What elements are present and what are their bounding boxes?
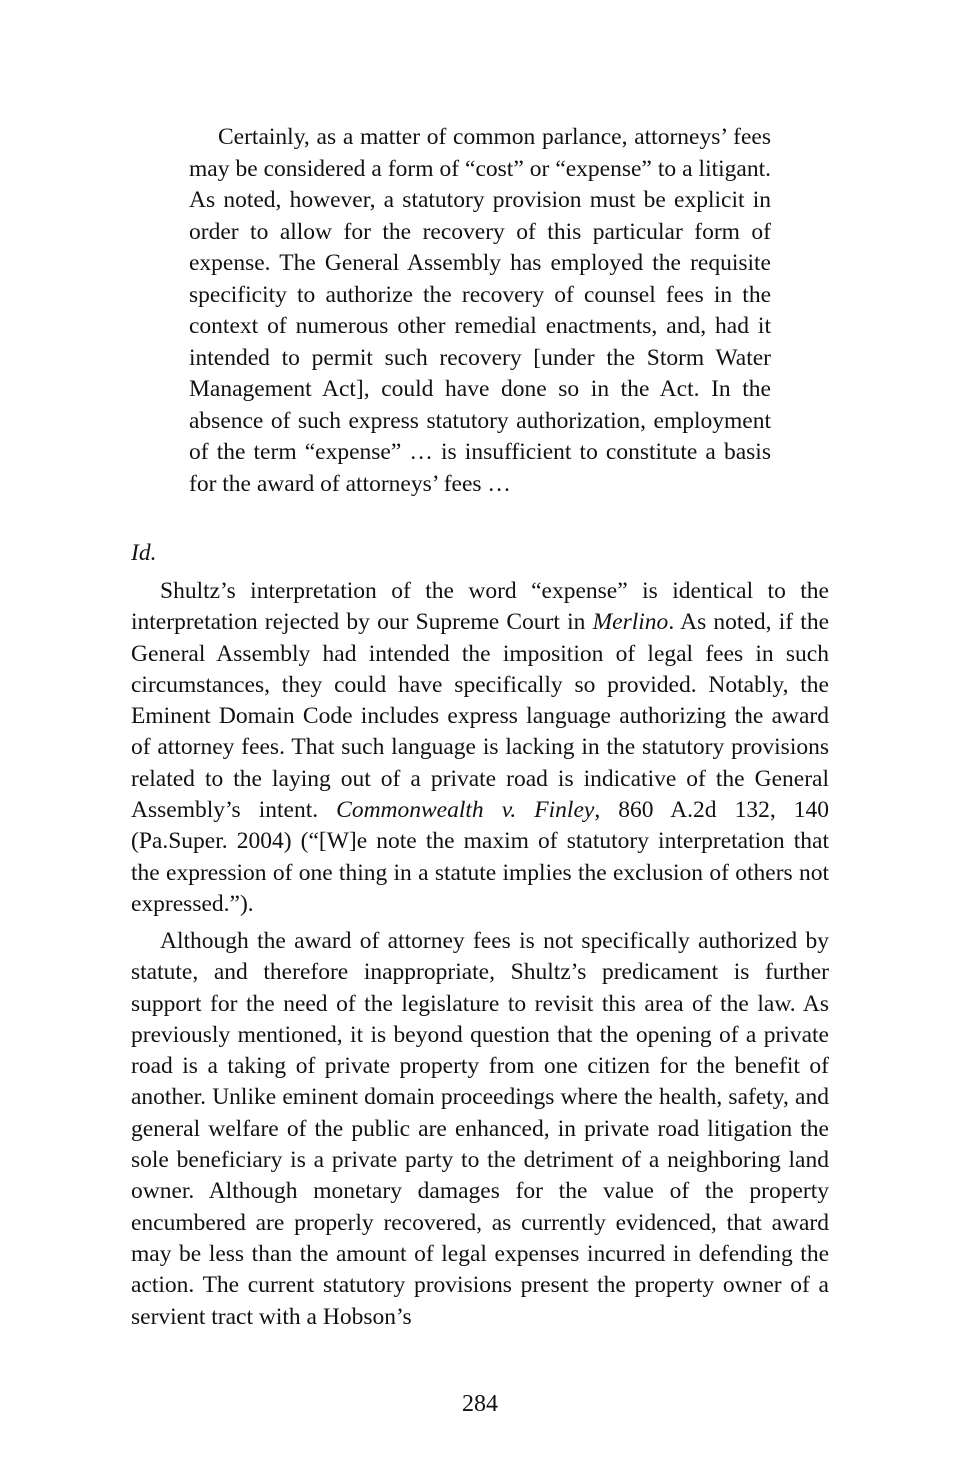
paragraph-1 <box>131 576 829 920</box>
paragraph-1-text-a: Shultz’s interpretation of the word “expense” is identical to the interpretation rejected by our Supreme Court in <box>131 578 829 636</box>
block-quote: Certainly, as a matter of common parlance, attorneys’ fees may be considered a form of “cost” or “expense” to a litigant. As noted, however, a statutory provision must be explicit in order to allow for the recovery of this particular form of expense. The General Assembly has employed the requisite specificity to authorize the recovery of counsel fees in the context of numerous other remedial enactments, and, had it intended to permit such recovery [under the Storm Water Management Act], could have done so in the Act. In the absence of such express statutory authorization, employment of the term “expense” … is insufficient to constitute a basis for the award of attorneys’ fees … <box>189 124 771 497</box>
paragraph-2: Although the award of attorney fees is not specifically authorized by statute, and therefore inappropriate, Shultz’s predicament is further support for the need of the legislature to revisit this area of the law. As previously mentioned, it is beyond question that the opening of a private road is a taking of private property from one citizen for the benefit of another. Unlike eminent domain proceedings where the health, safety, and general welfare of the public are enhanced, in private road litigation the sole beneficiary is a private party to the detriment of a neighboring land owner. Although monetary damages for the value of the property encumbered are properly recovered, as currently evidenced, that award may be less than the amount of legal expenses incurred in defending the action. The current statutory provisions present the property owner of a servient tract with a Hobson’s <box>131 928 829 1330</box>
case-name-merlino: Merlino <box>592 609 669 636</box>
paragraph-1-text-b: . As noted, if the General Assembly had intended the imposition of legal fees in such circumstances, they could have specifically so provided. Notably, the Eminent Domain Code includes express language authorizing the award of attorney fees. That such language is lacking in the statutory provisions related to the laying out of a private road is indicative of the General Assembly’s intent. <box>131 609 829 824</box>
citation-id: Id. <box>131 540 157 566</box>
case-name-commonwealth-v-finley: Commonwealth v. Finley <box>336 797 595 824</box>
paragraph-1-text-c: , 860 A.2d 132, 140 (Pa.Super. 2004) (“[W]e note the maxim of statutory interpretation that the expression of one thing in a statute implies the exclusion of others not expressed.”). <box>131 797 829 917</box>
page-number: 284 <box>462 1391 498 1417</box>
